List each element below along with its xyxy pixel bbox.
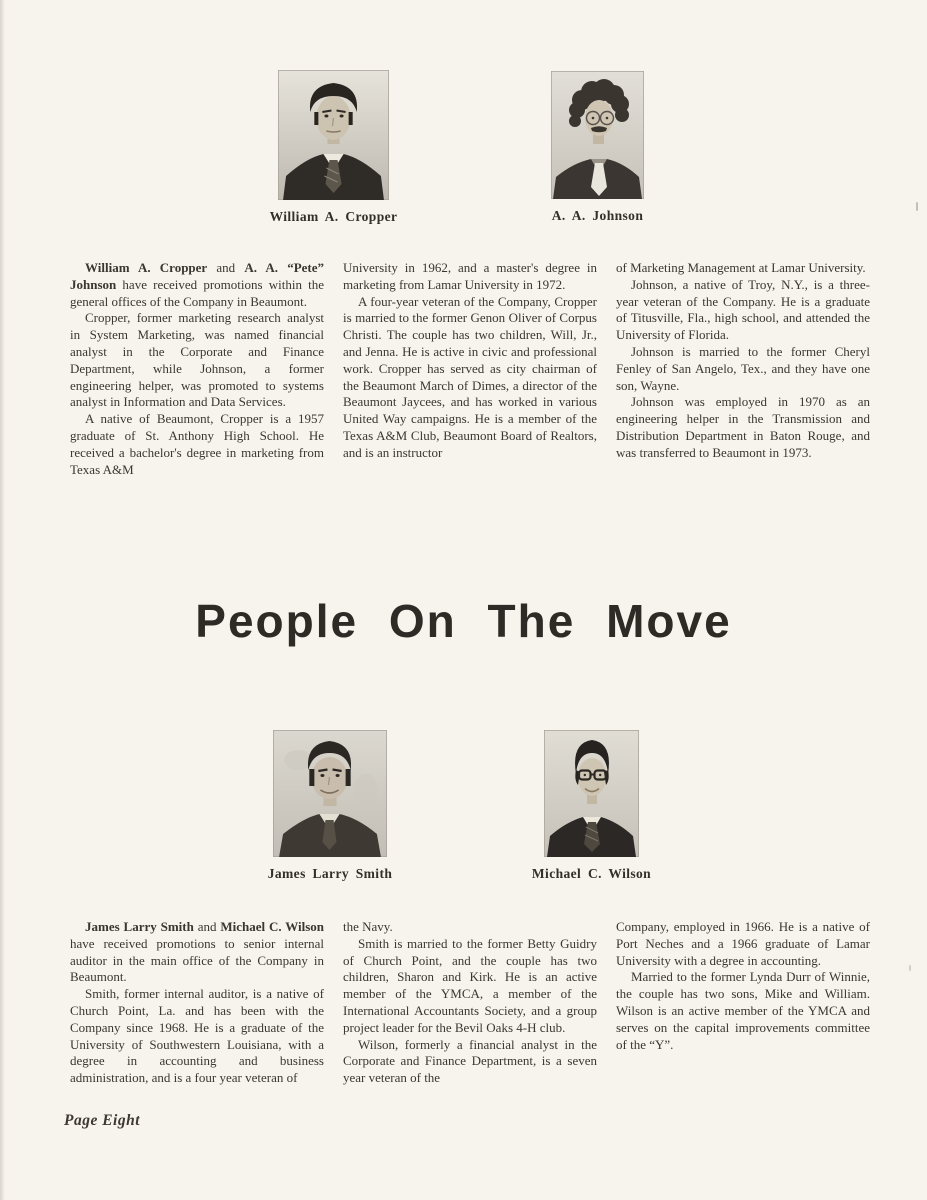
- paragraph: Johnson, a native of Troy, N.Y., is a three-year veteran of the Company. He is a graduate of Titusville, Fla., high school, and attended the University of Florida.: [616, 276, 870, 343]
- photo-caption-wilson: Michael C. Wilson: [531, 866, 652, 881]
- article-smith-wilson: [70, 919, 870, 1087]
- paragraph-lead: William A. Cropper and A. A. “Pete” Johnson have received promotions within the general offices of the Company in Beaumont.: [70, 260, 324, 309]
- paragraph: Cropper, former marketing research analyst in System Marketing, was named financial analyst in the Corporate and Finance Department, while Johnson, a former engineering helper, was promoted to systems analyst in Information and Data Services.: [70, 310, 324, 410]
- portrait-cropper-photo: [278, 70, 389, 200]
- photo-caption-smith: James Larry Smith: [267, 866, 393, 881]
- bold-name: James Larry Smith: [85, 919, 194, 934]
- portrait-johnson-photo: [551, 71, 644, 199]
- paragraph: Smith is married to the former Betty Guidry of Church Point, and the couple has two children, Sharon and Kirk. He is an active member of the YMCA, a member of the International Accountants Society, and a group project leader for the Bevil Oaks 4-H club.: [343, 935, 597, 1035]
- article-bottom-column-2: [343, 919, 597, 1087]
- paragraph: Smith, former internal auditor, is a native of Church Point, La. and has been with the Company since 1968. He is a graduate of the University of Southwestern Louisiana, with a degree in accounting and business administration, and is a four year veteran of: [70, 986, 324, 1086]
- paragraph: Wilson, formerly a financial analyst in the Corporate and Finance Department, is a seven year veteran of the: [343, 1036, 597, 1086]
- photo-caption-johnson: A. A. Johnson: [551, 208, 644, 223]
- paragraph: A native of Beaumont, Cropper is a 1957 graduate of St. Anthony High School. He received a bachelor's degree in marketing from Texas A&M: [70, 411, 324, 477]
- bold-name: Michael C. Wilson: [220, 919, 324, 934]
- portrait-smith-photo: [273, 730, 387, 857]
- paragraph: Married to the former Lynda Durr of Winnie, the couple has two sons, Mike and William. Wilson is an active member of the YMCA and serves on the capital improvements committee of the “Y”.: [616, 969, 870, 1052]
- scan-mark-artifact: [916, 202, 918, 211]
- bold-name: William A. Cropper: [85, 260, 208, 275]
- page-number-label: Page Eight: [64, 1112, 141, 1129]
- scan-mark-artifact: [909, 965, 911, 971]
- article-cropper-johnson: [70, 260, 870, 478]
- article-top-column-1: [70, 260, 324, 478]
- bold-name: A. A. “Pete” Johnson: [70, 260, 324, 292]
- paragraph-continued: the Navy.: [343, 919, 393, 934]
- paragraph: Johnson was employed in 1970 as an engineering helper in the Transmission and Distribution Department in Baton Rouge, and was transferred to Beaumont in 1973.: [616, 394, 870, 460]
- paragraph-lead: James Larry Smith and Michael C. Wilson have received promotions to senior internal auditor in the main office of the Company in Beaumont.: [70, 919, 324, 985]
- article-top-column-2: [343, 260, 597, 478]
- portrait-wilson-photo: [544, 730, 639, 857]
- article-bottom-column-3: [616, 919, 870, 1087]
- section-headline: People On The Move: [195, 595, 732, 647]
- article-bottom-column-1: [70, 919, 324, 1087]
- photo-caption-cropper: William A. Cropper: [269, 209, 398, 224]
- paragraph-continued: Company, employed in 1966. He is a native of Port Neches and a 1966 graduate of Lamar University with a degree in accounting.: [616, 919, 870, 968]
- paragraph-continued: University in 1962, and a master's degree in marketing from Lamar University in 1972.: [343, 260, 597, 292]
- photo-michael-wilson: [531, 730, 652, 881]
- photo-william-cropper: [269, 70, 398, 224]
- photo-aa-johnson: [551, 71, 644, 223]
- photo-james-smith: [267, 730, 393, 881]
- paragraph-continued: of Marketing Management at Lamar University.: [616, 260, 866, 275]
- article-top-column-3: [616, 260, 870, 478]
- paragraph: A four-year veteran of the Company, Cropper is married to the former Genon Oliver of Corpus Christi. The couple has two children, Will, Jr., and Jenna. He is active in civic and professional work. Cropper has served as city chairman of the Beaumont March of Dimes, a director of the Beaumont Jaycees, and has worked in various United Way campaigns. He is a member of the Texas A&M Club, Beaumont Board of Realtors, and is an instructor: [343, 293, 597, 460]
- paragraph: Johnson is married to the former Cheryl Fenley of San Angelo, Tex., and they have one son, Wayne.: [616, 343, 870, 393]
